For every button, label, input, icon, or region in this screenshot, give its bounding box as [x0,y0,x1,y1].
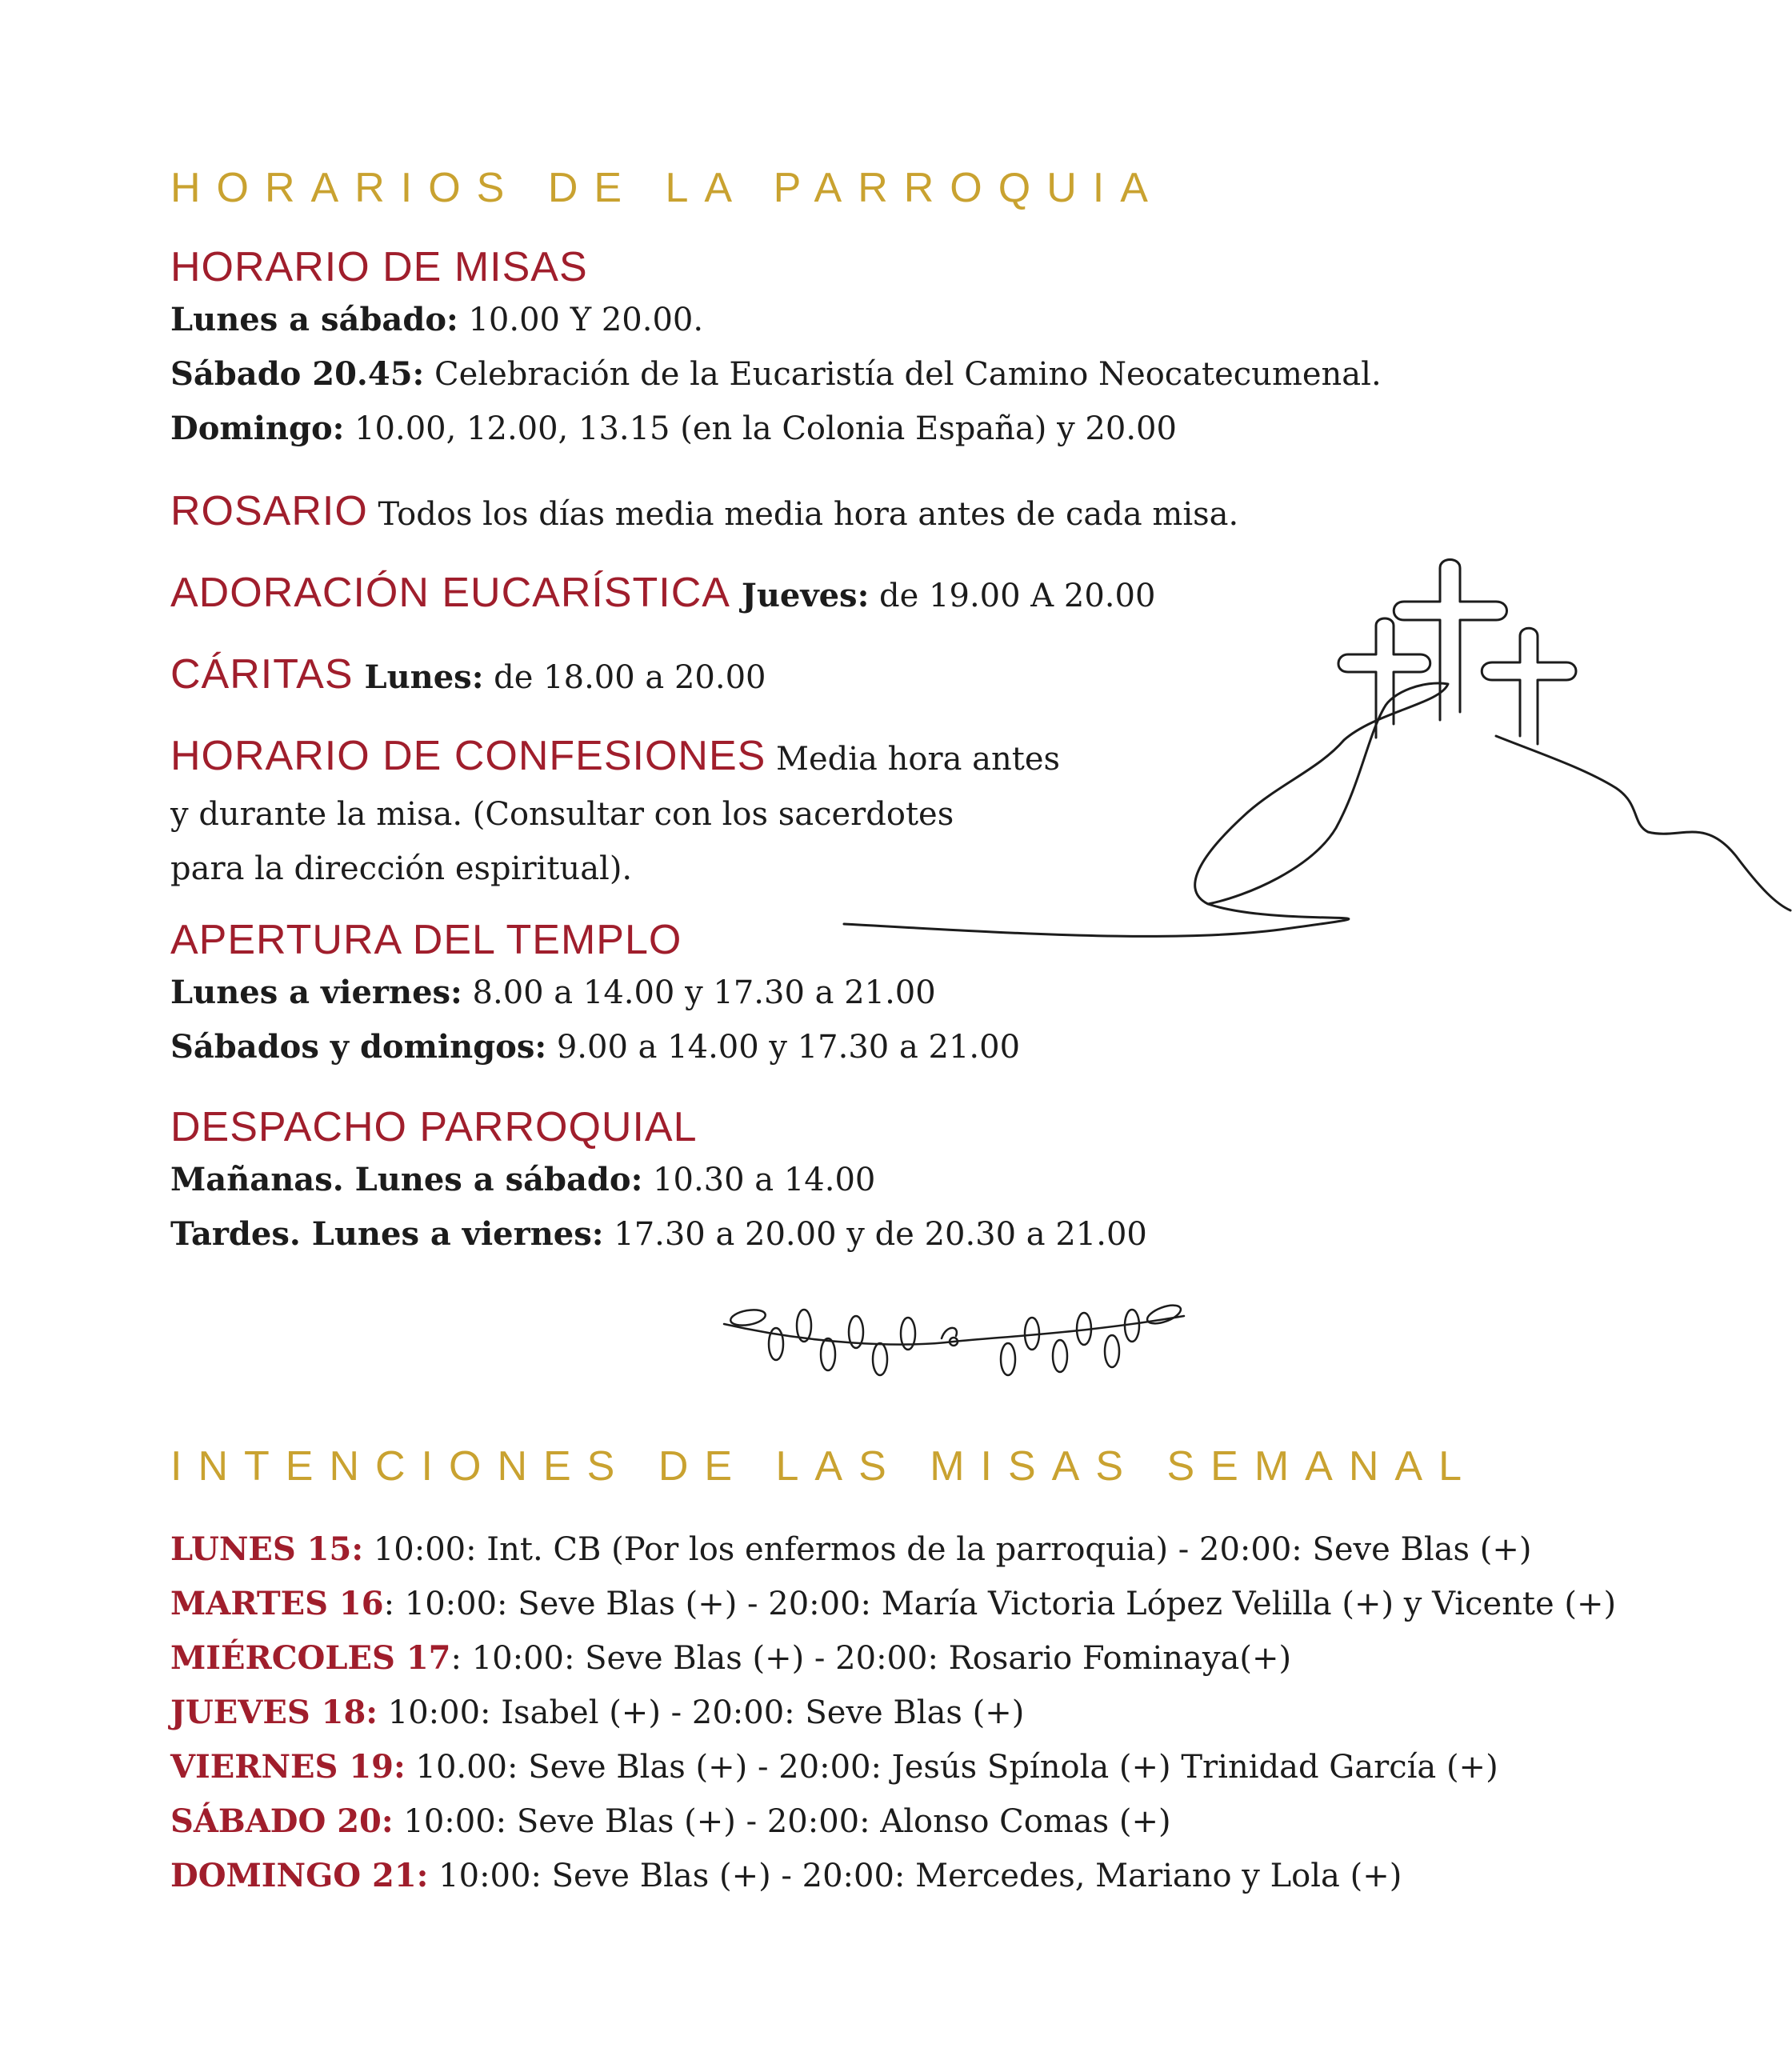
rosario-block [170,483,1238,542]
laurel-divider-icon [716,1300,1192,1388]
section-title-horarios: HORARIOS DE LA PARROQUIA [170,165,1164,211]
caritas-heading: CÁRITAS [170,651,354,698]
list-item: LUNES 15: 10:00: Int. CB (Por los enfermos de la parroquia) - 20:00: Seve Blas (+) [170,1530,1532,1568]
list-item: MARTES 16: 10:00: Seve Blas (+) - 20:00: María Victoria López Velilla (+) y Vicente (+) [170,1585,1617,1622]
caritas-label: Lunes: [353,658,484,696]
confesiones-text: Media hora antes [766,741,1061,778]
list-item: SÁBADO 20: 10:00: Seve Blas (+) - 20:00: Alonso Comas (+) [170,1802,1171,1840]
intenciones-list [170,1522,1616,1903]
despacho-line: Tardes. Lunes a viernes: 17.30 a 20.00 y de 20.30 a 21.00 [170,1215,1147,1253]
list-item: VIERNES 19: 10.00: Seve Blas (+) - 20:00: Jesús Spínola (+) Trinidad García (+) [170,1748,1498,1786]
confesiones-heading: HORARIO DE CONFESIONES [170,733,766,779]
despacho-heading: DESPACHO PARROQUIAL [170,1104,698,1150]
misas-block [170,242,1382,456]
despacho-line: Mañanas. Lunes a sábado: 10.30 a 14.00 [170,1161,876,1198]
misas-heading: HORARIO DE MISAS [170,244,588,290]
caritas-block [170,646,766,706]
rosario-heading: ROSARIO [170,488,368,534]
confesiones-line: y durante la misa. (Consultar con los sacerdotes [170,796,954,833]
caritas-text: de 18.00 a 20.00 [483,659,766,696]
confesiones-line: para la dirección espiritual). [170,850,633,887]
list-item: DOMINGO 21: 10:00: Seve Blas (+) - 20:00: Mercedes, Mariano y Lola (+) [170,1857,1402,1894]
misas-line: Sábado 20.45: Celebración de la Eucaristía del Camino Neocatecumenal. [170,355,1382,393]
despacho-block [170,1102,1147,1262]
calvary-crosses-illustration [832,552,1792,968]
adoracion-heading: ADORACIÓN EUCARÍSTICA [170,570,730,616]
rosario-text: Todos los días media media hora antes de cada misa. [367,496,1239,533]
apertura-line: Sábados y domingos: 9.00 a 14.00 y 17.30 a 21.00 [170,1028,1021,1066]
list-item: MIÉRCOLES 17: 10:00: Seve Blas (+) - 20:00: Rosario Fominaya(+) [170,1639,1292,1677]
adoracion-label: Jueves: [730,577,870,614]
adoracion-text: de 19.00 A 20.00 [869,578,1156,614]
section-title-intenciones: INTENCIONES DE LAS MISAS SEMANAL [170,1443,1478,1490]
list-item: JUEVES 18: 10:00: Isabel (+) - 20:00: Seve Blas (+) [170,1694,1025,1731]
misas-line: Domingo: 10.00, 12.00, 13.15 (en la Colonia España) y 20.00 [170,410,1177,447]
misas-line: Lunes a sábado: 10.00 Y 20.00. [170,301,704,338]
apertura-line: Lunes a viernes: 8.00 a 14.00 y 17.30 a 21.00 [170,974,936,1011]
apertura-heading: APERTURA DEL TEMPLO [170,917,682,963]
